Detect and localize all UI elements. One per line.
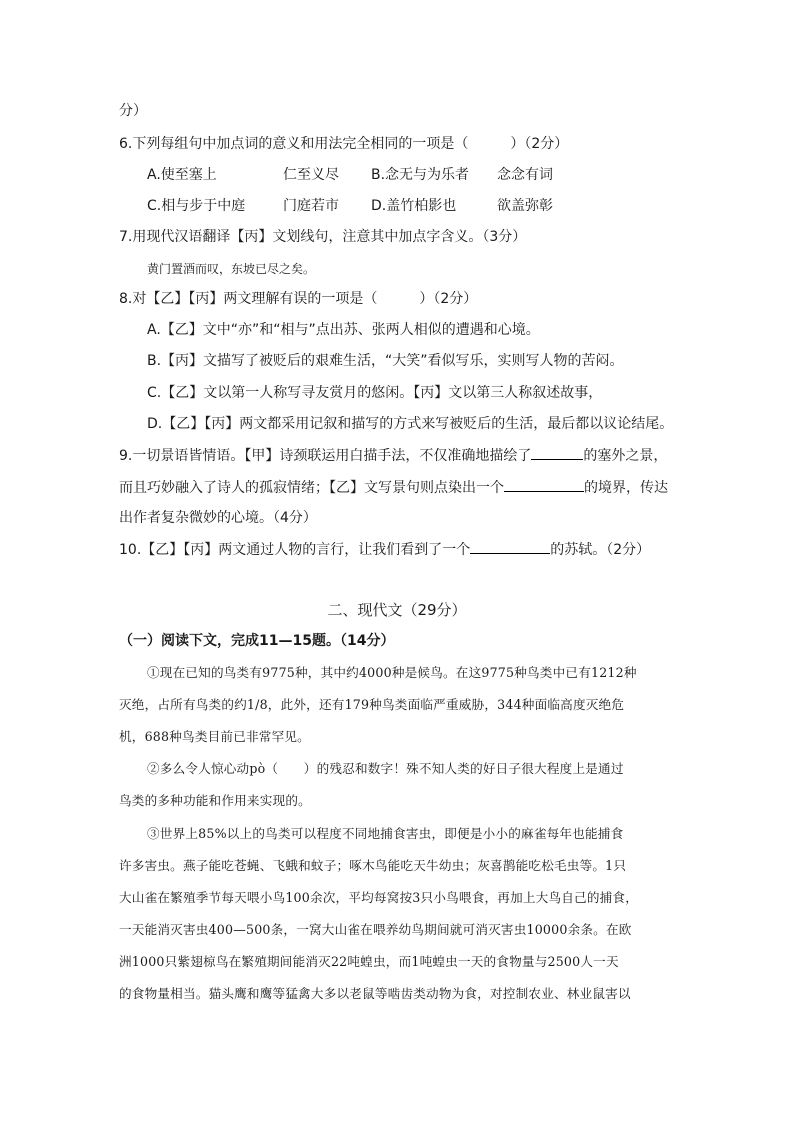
q9-line1-text-b: 的塞外之景， — [583, 448, 668, 464]
q8-option-b: B.【丙】文描写了被贬后的艰难生活，“大笑”看似写乐，实则写人物的苦闷。 — [147, 353, 624, 369]
previous-question-tail: 分） — [119, 103, 147, 119]
q8-option-a: A.【乙】文中“亦”和“相与”点出苏、张两人相似的遭遇和心境。 — [147, 322, 540, 338]
q10-text-a: 10.【乙】【丙】两文通过人物的言行，让我们看到了一个 — [119, 542, 471, 558]
question-6-stem: 6.下列每组句中加点词的意义和用法完全相同的一项是（ ）（2分） — [119, 136, 569, 152]
question-8-stem: 8.对【乙】【丙】两文理解有误的一项是（ ）（2分） — [119, 291, 478, 307]
passage-p2-line-1: ②多么令人惊心动pò（ ）的残忍和数字！殊不知人类的好日子很大程度上是通过 — [147, 761, 624, 776]
q10-text-b: 的苏轼。（2分） — [550, 542, 651, 558]
q6-option-b-right: 念念有词 — [497, 167, 553, 183]
q6-option-a-left: A.使至塞上 — [147, 167, 217, 183]
passage-p1-line-2: 灭绝，占所有鸟类的约1/8，此外，还有179种鸟类面临严重威胁，344种面临高度灭绝危 — [119, 697, 625, 712]
question-7-stem: 7.用现代汉语翻译【丙】文划线句，注意其中加点字含义。（3分） — [119, 229, 527, 245]
q8-option-d: D.【乙】【丙】两文都采用记叙和描写的方式来写被贬后的生活，最后都以议论结尾。 — [147, 416, 674, 432]
q8-option-c: C.【乙】文以第一人称写寻友赏月的悠闲。【丙】文以第三人称叙述故事， — [147, 385, 603, 401]
passage-p2-line-2: 鸟类的多种功能和作用来实现的。 — [119, 793, 311, 808]
q6-option-a-right: 仁至义尽 — [283, 167, 339, 183]
q9-blank-2[interactable] — [504, 477, 584, 492]
passage-p3-line-1: ③世界上85%以上的鸟类可以程度不同地捕食害虫，即便是小小的麻雀每年也能捕食 — [147, 826, 624, 841]
q6-option-c-right: 门庭若市 — [283, 198, 339, 214]
section-2-title: 二、现代文（29分） — [327, 601, 467, 619]
section-2-part-1-heading: （一）阅读下文，完成11—15题。（14分） — [119, 633, 395, 649]
passage-p3-line-4: 一天能消灭害虫400—500条，一窝大山雀在喂养幼鸟期间就可消灭害虫10000余条。在欧 — [119, 922, 632, 937]
q6-option-d-right: 欲盖弥彰 — [497, 198, 553, 214]
question-9-line-3: 出作者复杂微妙的心境。（4分） — [119, 510, 317, 526]
q6-option-b-left: B.念无与为乐者 — [371, 167, 470, 183]
q9-line2-text-a: 而且巧妙融入了诗人的孤寂情绪；【乙】文写景句则点染出一个 — [119, 480, 504, 496]
question-10 — [119, 539, 650, 560]
passage-p3-line-6: 的食物量相当。猫头鹰和鹰等猛禽大多以老鼠等啮齿类动物为食，对控制农业、林业鼠害以 — [119, 986, 631, 1001]
question-9-line-1 — [119, 445, 667, 466]
q6-option-c-left: C.相与步于中庭 — [147, 198, 246, 214]
q6-option-d-left: D.盖竹柏影也 — [371, 198, 457, 214]
q9-line2-text-b: 的境界，传达 — [584, 480, 668, 496]
passage-p1-line-3: 机，688种鸟类目前已非常罕见。 — [119, 729, 310, 744]
passage-p3-line-5: 洲1000只紫翅椋鸟在繁殖期间能消灭22吨蝗虫，而1吨蝗虫一天的食物量与2500人一天 — [119, 954, 619, 969]
q9-blank-1[interactable] — [531, 445, 583, 460]
q10-blank[interactable] — [470, 539, 550, 554]
question-9-line-2 — [119, 477, 668, 498]
passage-p1-line-1: ①现在已知的鸟类有9775种，其中约4000种是候鸟。在这9775种鸟类中已有1212种 — [147, 665, 637, 680]
q9-line1-text-a: 9.一切景语皆情语。【甲】诗颈联运用白描手法，不仅准确地描绘了 — [119, 448, 532, 464]
passage-p3-line-2: 许多害虫。燕子能吃苍蝇、飞蛾和蚊子；啄木鸟能吃天牛幼虫；灰喜鹊能吃松毛虫等。1只 — [119, 858, 627, 873]
question-7-quote: 黄门置酒而叹，东坡已尽之矣。 — [147, 262, 316, 276]
passage-p3-line-3: 大山雀在繁殖季节每天喂小鸟100余次，平均每窝按3只小鸟喂食，再加上大鸟自己的捕食， — [119, 890, 639, 905]
